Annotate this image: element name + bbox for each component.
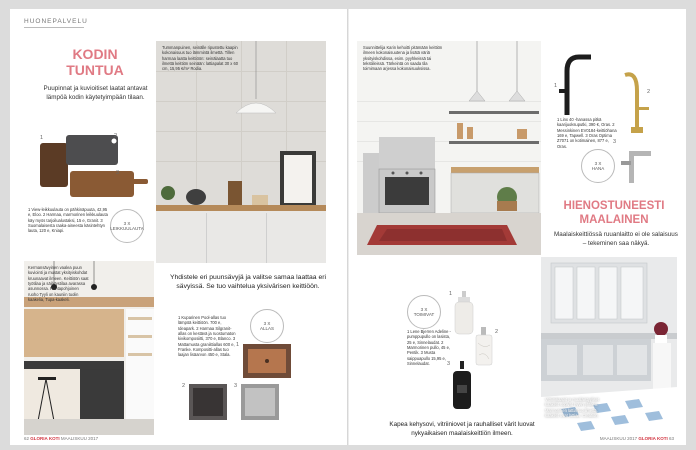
industrial-kitchen-illustration xyxy=(357,41,541,255)
right-magazine-name: GLORIA KOTI xyxy=(638,436,668,441)
cutting-boards-photo xyxy=(36,127,152,207)
brass-faucet xyxy=(617,61,655,135)
faucet-badge xyxy=(581,149,615,183)
sink-num-1: 1 xyxy=(236,342,240,348)
section-rule xyxy=(24,27,84,28)
left-magazine-name: GLORIA KOTI xyxy=(30,436,60,441)
soap-caption: 1 Lene Bjerren Adeline -pumppupullo on lasista, 25 e, Sinnelaudat. 2 Marmorinen pullo, 45 e, Pentik. 3 Musta saippuapullo 15,95 e, Sinnelaudat. xyxy=(407,329,451,366)
left-page-number: 62 xyxy=(24,436,30,441)
right-page xyxy=(349,9,686,445)
left-big-caption: Yhdistele eri puunsävyjä ja valitse samaa laattaa eri sävyissä. Se tuo vaihtelua yksivärisen keittiöön. xyxy=(169,274,327,291)
board-num-2: 2 xyxy=(114,133,118,139)
right-headline xyxy=(547,201,681,226)
badge-count: 3 X xyxy=(123,220,131,226)
soap-badge xyxy=(407,295,441,329)
board-num-3: 3 xyxy=(116,170,120,176)
left-lede: Puupinnat ja kuvioitiset laatat antavat lämpöä kodin käytetyimpään tilaan. xyxy=(43,85,148,101)
faucet-badge-label: HANA xyxy=(591,166,605,171)
sink-num-2: 2 xyxy=(182,383,186,389)
black-faucet xyxy=(555,49,595,119)
white-soap-dispenser xyxy=(453,291,475,335)
section-label: HUONEPALVELU xyxy=(24,18,88,25)
faucet-caption: 1 Linx 40 -hanassa pitkä kaarijuoksuputki, 390 €, Oras. 2 Messinkinen EV0184-keittiöhana 169 e, Tapwell. 3 Oras Optima Z7071 on kotimainen, 877 e, Oras. xyxy=(557,117,617,149)
sink-badge-label: ALLAS xyxy=(259,326,274,331)
copper-sink xyxy=(242,343,292,379)
black-soap-dispenser xyxy=(451,361,473,411)
faucet-num-3: 3 xyxy=(613,139,617,145)
right-big-caption: Kapea kehysovi, vitriiniovet ja rauhalliset värit luovat nykyaikaisen maalaiskeittiön ilmeen. xyxy=(389,421,535,437)
kitchen-photo-left xyxy=(156,41,326,263)
soap-num-2: 2 xyxy=(495,329,499,335)
soap-num-3: 3 xyxy=(447,361,451,367)
grey-composite-sink xyxy=(188,383,228,421)
country-photo-caption: Vitriinikaapit ja maalaistyyliset kaakelit sopivat hyvin yhteen. Marmorinen lattia tuo ilmettä, kaakelit ovat lattiaa. Creation. xyxy=(545,397,600,418)
chrome-faucet xyxy=(615,141,655,185)
kitchen-photo-right xyxy=(357,41,541,255)
soap-badge-count: 3 X xyxy=(420,306,428,312)
right-headline-line-2: MAALAINEN xyxy=(579,213,649,226)
soap-badge-label: TOIMIVAT xyxy=(413,312,435,317)
bottom-photo-caption: Kermansävyinen vaalea puun kuviointi ja mustat yksityiskohdat kruunaavat ilmeen. Keittiöön saat työtilaa ja säilytystilaa avarassa asunnossa. Rantapohjoinen ruoho Tyyli on kauniin tuolin kaakelia, Tupa-kaakeli. xyxy=(28,265,89,302)
right-issue-date: MAALISKUU 2017 xyxy=(599,436,638,441)
left-folio xyxy=(24,436,98,441)
right-page-number: 63 xyxy=(668,436,674,441)
headline-line-1: KODIN xyxy=(72,46,118,62)
country-kitchen-photo xyxy=(541,257,677,437)
sink-badge xyxy=(250,309,284,343)
cutting-boards-illustration xyxy=(36,127,152,207)
left-issue-date: MAALISKUU 2017 xyxy=(60,436,99,441)
board-num-1: 1 xyxy=(40,135,44,141)
sink-caption: 1 Kuparinen Pool-allas tuo lämpöä keittiöön. 700 e, Ideapark. 2 Harmaa Silgranit-allas on kestävä ja ruostumaton kivikomposiitti, 370 e, Blanco. 3 Mattamusta graniittiallas 600 e, Franke. Kompositti-allas tuo laajan lisäarvon 450 e, Stala. xyxy=(178,315,236,358)
soap-num-1: 1 xyxy=(449,291,453,297)
sink-badge-count: 3 X xyxy=(263,320,271,326)
kitchen-photo-left-bottom xyxy=(24,261,154,435)
faucet-num-1: 1 xyxy=(554,83,558,89)
board-badge xyxy=(110,209,144,243)
board-caption: 1 View-leikkuulauta on pähkinäpuuta, 42,95 e, Eloo. 2 Harmaa, marmorinen leikkuulauta käy myös tarjoilualustaksi, 15 e, Granit. 3 Suomalaisesta raaka-aineesta käsintehtyn lauta, 120 e, Kniapi. xyxy=(28,207,108,234)
right-headline-line-1: HIENOSTUNEESTI xyxy=(563,200,665,212)
left-photo-caption: Tummanpuinen, seinälle ripustettu kaapin kokonaisuus tuo lämmintä ilmettä. Tillen harmaa laatta keittiöön: seinälaatta tuo ilmettä keittiön seinään: lattiapalat 30 x 60 cm, 15,95 €/m² Rodia. xyxy=(162,45,239,72)
steel-sink xyxy=(240,383,280,421)
faucet-badge-count: 3 X xyxy=(594,160,602,166)
right-lede: Maalaiskeittiössä ruuanlaitto ei ole salaisuus – tekeminen saa näkyä. xyxy=(554,231,678,247)
sink-num-3: 3 xyxy=(234,383,238,389)
left-page xyxy=(10,9,348,445)
marble-soap-dispenser xyxy=(473,327,495,367)
kitchen-illustration-left xyxy=(156,41,326,263)
left-headline xyxy=(50,47,140,77)
right-photo-caption: Suunnittelija Karin kehoitti pitämään keittiön ilmeen kokonaisuutena ja lisätä väriä yksityiskohdissa, esim. pyyhkeissä tai tekstiileissä. Tärkeintä on saada tila toimimaan arjessa kokonaisuuksissa. xyxy=(363,45,443,72)
faucet-num-2: 2 xyxy=(647,89,651,95)
headline-line-2: TUNTUA xyxy=(66,62,124,78)
badge-label: LEIKKUULAUTA xyxy=(110,226,144,231)
right-folio xyxy=(600,436,674,441)
